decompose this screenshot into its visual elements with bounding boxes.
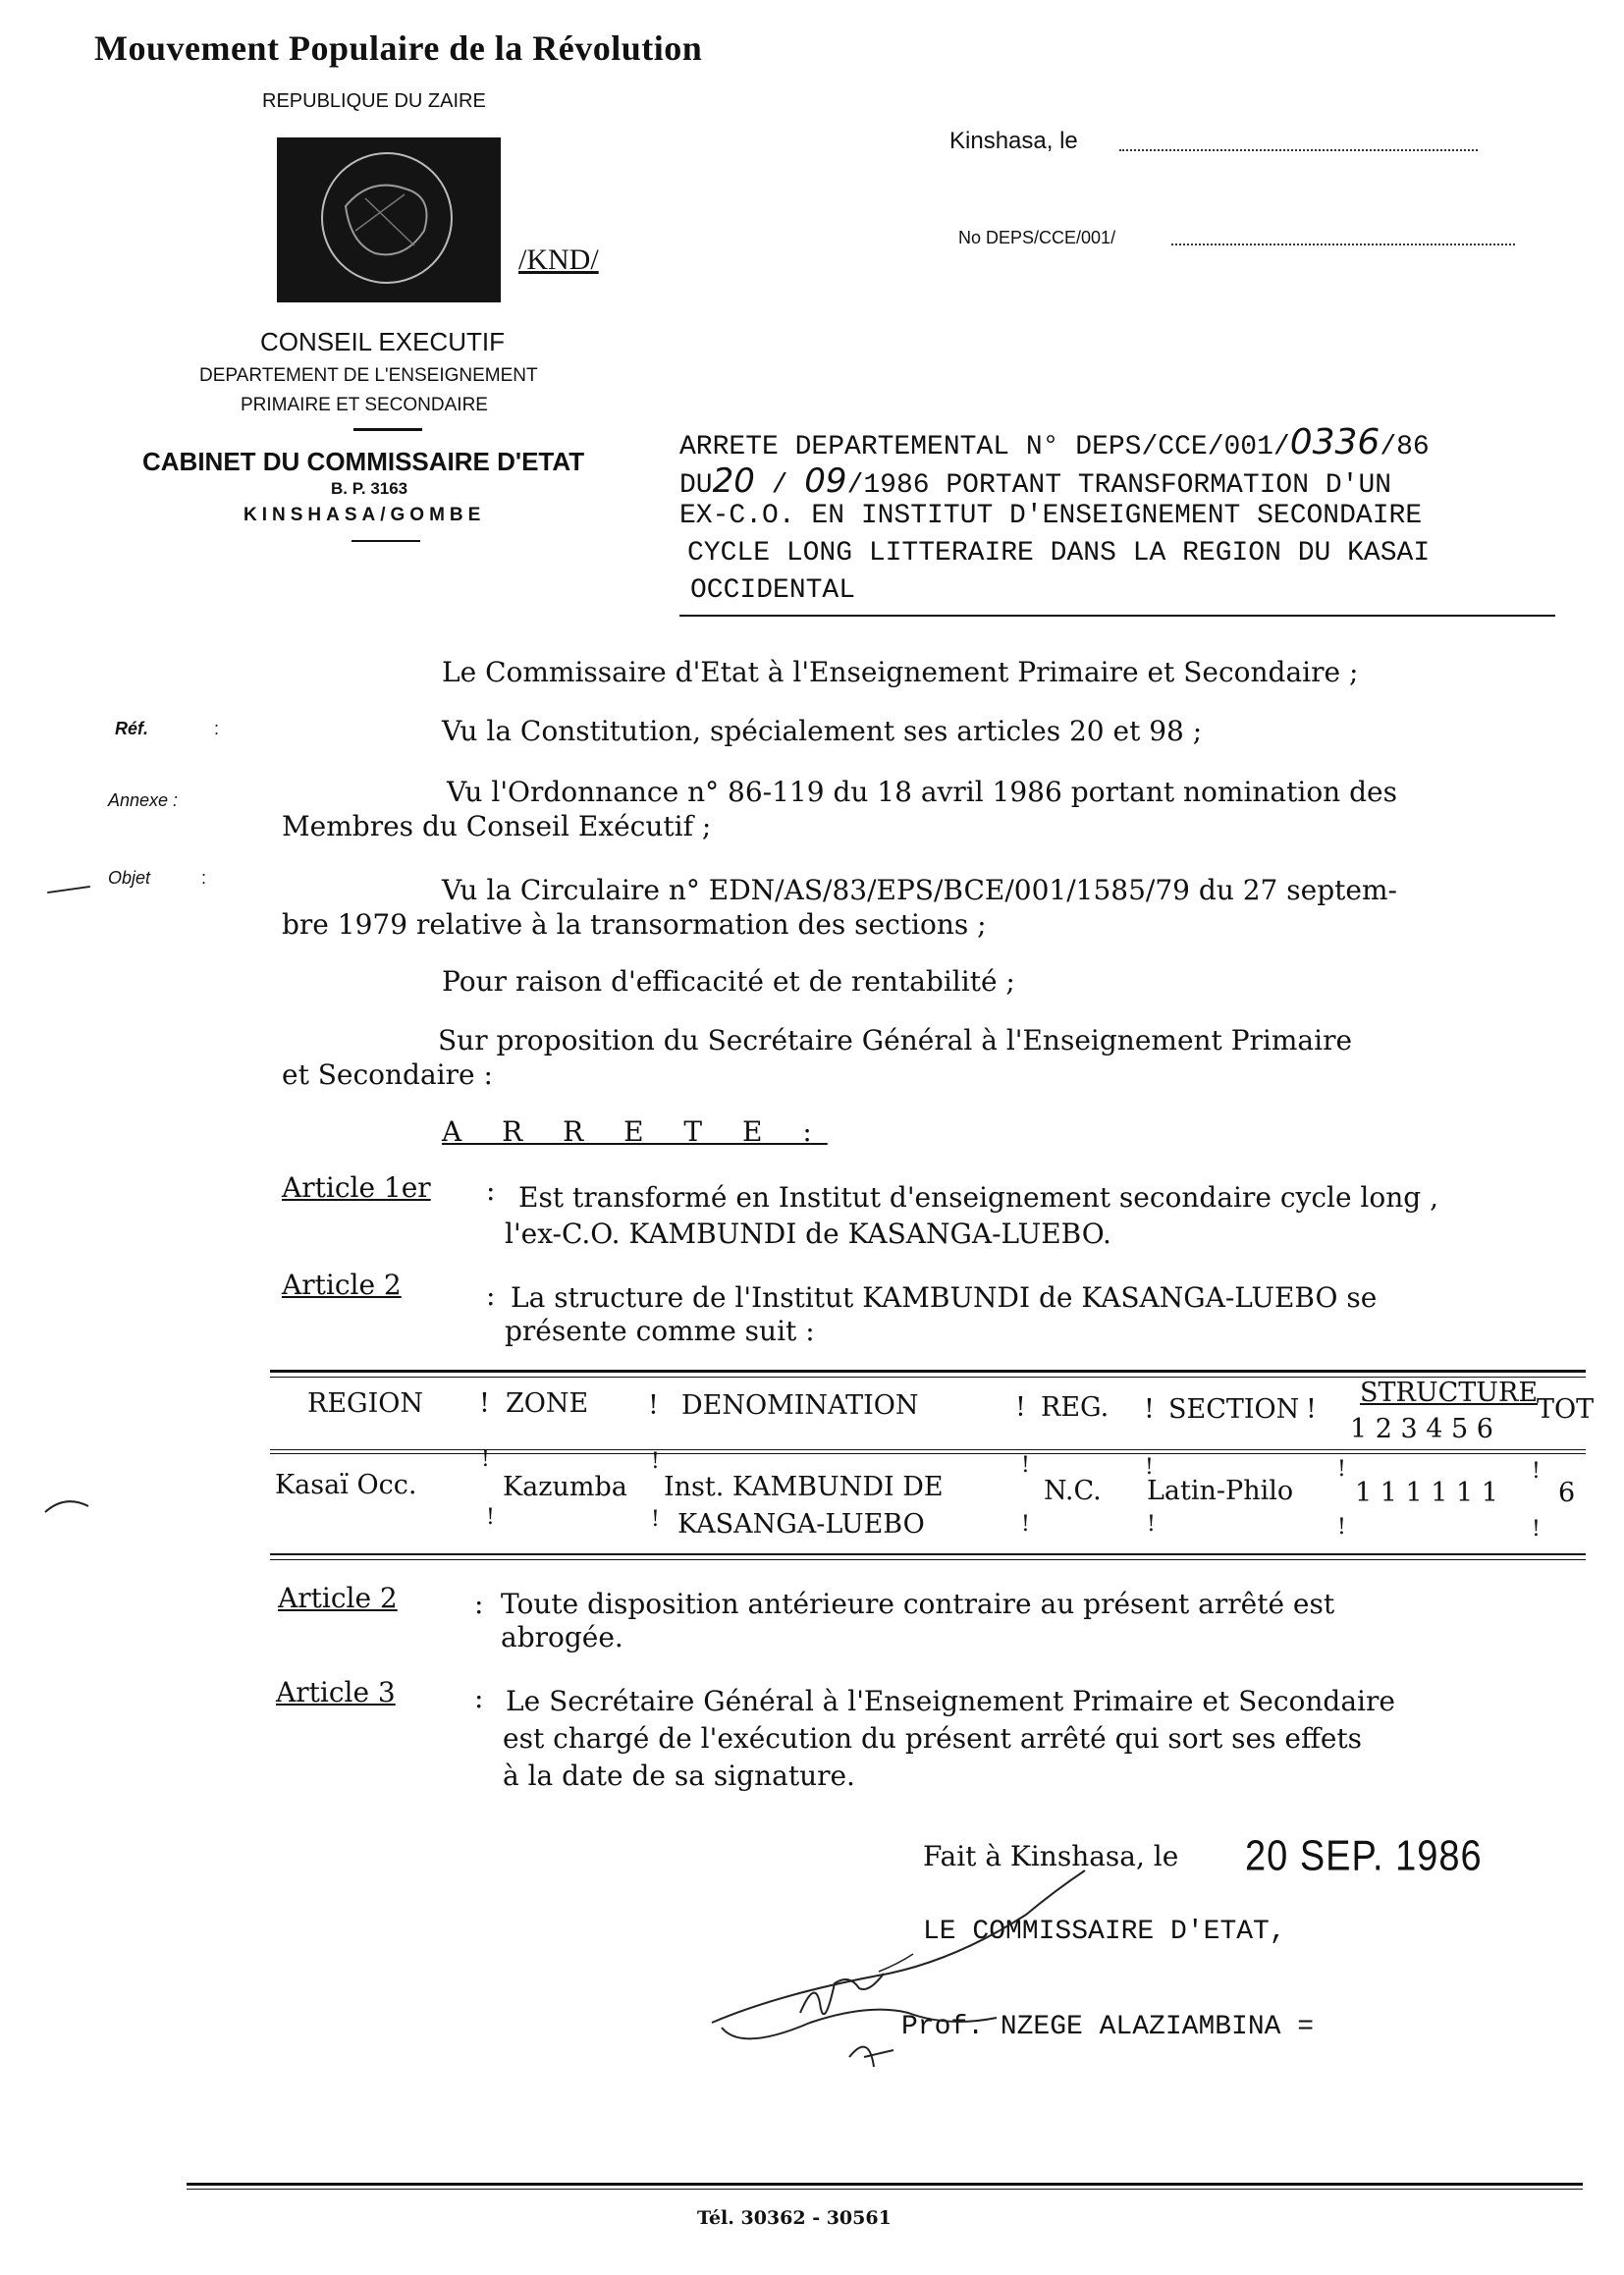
table-bottom-rule-2 — [270, 1559, 1586, 1560]
article-2-line-1: La structure de l'Institut KAMBUNDI de KASANGA-LUEBO se — [511, 1281, 1378, 1314]
table-header-structure: STRUCTURE — [1360, 1378, 1539, 1408]
date-stamp: 20 SEP. 1986 — [1245, 1832, 1483, 1881]
ref-code: /KND/ — [518, 244, 599, 276]
table-sep: ! — [1532, 1459, 1541, 1484]
table-cell-section: Latin-Philo — [1147, 1476, 1294, 1506]
republic-label: REPUBLIQUE DU ZAIRE — [262, 90, 486, 112]
article-2-line-2: présente comme suit : — [505, 1315, 815, 1347]
article-1-line-1: Est transformé en Institut d'enseignement secondaire cycle long , — [518, 1181, 1439, 1214]
table-cell-reg: N.C. — [1044, 1476, 1102, 1506]
table-cell-tot: 6 — [1558, 1478, 1576, 1508]
article-3-label: Article 3 — [276, 1676, 396, 1708]
table-top-rule — [270, 1370, 1586, 1373]
number-label: No DEPS/CCE/001/ — [958, 228, 1116, 247]
preamble-proposition-2: et Secondaire : — [282, 1058, 493, 1091]
article-1-colon: : — [486, 1174, 496, 1207]
title-line-3: EX-C.O. EN INSTITUT D'ENSEIGNEMENT SECONDAIRE — [679, 501, 1423, 531]
table-cell-denomination-1: Inst. KAMBUNDI DE — [664, 1472, 944, 1502]
article-3-line-1: Le Secrétaire Général à l'Enseignement Primaire et Secondaire — [506, 1685, 1395, 1717]
movement-title: Mouvement Populaire de la Révolution — [94, 28, 703, 68]
table-header-denomination: DENOMINATION — [681, 1390, 919, 1421]
preamble-commissioner: Le Commissaire d'Etat à l'Enseignement Primaire et Secondaire ; — [442, 656, 1359, 688]
table-sep: ! — [1337, 1515, 1346, 1540]
emblem-seal — [277, 137, 501, 302]
date-dotted-line — [1119, 149, 1478, 151]
preamble-ordonnance-2: Membres du Conseil Exécutif ; — [282, 810, 712, 842]
table-header-region: REGION — [307, 1388, 424, 1419]
title-sep: / — [754, 470, 805, 501]
margin-ref-label: Réf. — [115, 719, 149, 738]
table-header-tot: TOT — [1537, 1394, 1595, 1425]
table-sep: ! — [1144, 1394, 1155, 1425]
article-1-line-2: l'ex-C.O. KAMBUNDI de KASANGA-LUEBO. — [505, 1218, 1111, 1250]
preamble-efficacite: Pour raison d'efficacité et de rentabilité ; — [442, 965, 1015, 998]
table-header-rule-2 — [270, 1453, 1586, 1454]
table-header-rule — [270, 1449, 1586, 1450]
margin-annexe-label: Annexe : — [108, 790, 179, 810]
table-sep: ! — [651, 1449, 660, 1474]
arrete-heading: A R R E T E : — [442, 1115, 828, 1148]
place-date-label: Kinshasa, le — [949, 128, 1078, 154]
emblem-icon — [277, 137, 501, 302]
table-sep: ! — [486, 1505, 495, 1530]
title-day-handwritten: 20 — [712, 461, 755, 501]
table-sep: ! — [1021, 1453, 1030, 1478]
article-2-label: Article 2 — [282, 1269, 402, 1301]
signatory-title: LE COMMISSAIRE D'ETAT, — [923, 1917, 1286, 1947]
article-2b-label: Article 2 — [278, 1582, 398, 1614]
signatory-suffix: = — [1297, 2012, 1315, 2042]
title-line-1 — [679, 422, 1430, 462]
table-bottom-rule — [270, 1553, 1586, 1555]
city-label: KINSHASA/GOMBE — [244, 505, 486, 525]
table-sep: ! — [479, 1388, 490, 1419]
done-at-label: Fait à Kinshasa, le — [923, 1840, 1179, 1872]
title-line-2-suffix: /1986 PORTANT TRANSFORMATION D'UN — [846, 470, 1392, 501]
table-sep: ! — [648, 1390, 659, 1421]
cabinet-label: CABINET DU COMMISSAIRE D'ETAT — [142, 447, 585, 476]
table-cell-zone: Kazumba — [503, 1472, 627, 1502]
table-sep: ! — [1306, 1394, 1317, 1425]
article-2b-line-2: abrogée. — [501, 1621, 623, 1653]
title-line-1-suffix: /86 — [1380, 432, 1430, 462]
department-line-2: PRIMAIRE ET SECONDAIRE — [241, 395, 488, 415]
title-underline — [679, 615, 1555, 617]
title-month-handwritten: 09 — [804, 461, 847, 501]
divider-short — [353, 428, 422, 431]
margin-dash — [47, 886, 90, 894]
article-1-label: Article 1er — [282, 1171, 431, 1204]
margin-objet-label: Objet — [108, 868, 151, 888]
title-line-2 — [679, 461, 1391, 501]
table-sep: ! — [1145, 1455, 1154, 1480]
title-line-5: OCCIDENTAL — [690, 575, 856, 606]
article-2b-line-1: Toute disposition antérieure contraire au présent arrêté est — [501, 1588, 1335, 1620]
table-sep: ! — [1337, 1457, 1346, 1482]
preamble-constitution: Vu la Constitution, spécialement ses articles 20 et 98 ; — [442, 715, 1203, 747]
number-dotted-line — [1171, 244, 1515, 245]
table-sep: ! — [651, 1507, 660, 1532]
table-sep: ! — [481, 1447, 490, 1472]
title-line-4: CYCLE LONG LITTERAIRE DANS LA REGION DU KASAI — [687, 538, 1431, 569]
preamble-ordonnance-1: Vu l'Ordonnance n° 86-119 du 18 avril 1986 portant nomination des — [447, 776, 1397, 808]
article-2-colon: : — [486, 1279, 496, 1312]
footer-rule-2 — [187, 2189, 1583, 2190]
table-header-reg: REG. — [1041, 1392, 1110, 1423]
table-sep: ! — [1532, 1517, 1541, 1542]
divider-city — [352, 540, 420, 542]
article-3-colon: : — [474, 1682, 484, 1714]
article-3-line-3: à la date de sa signature. — [503, 1760, 855, 1792]
margin-ref-colon: : — [214, 719, 220, 738]
margin-mark-icon — [43, 1492, 92, 1516]
table-sep: ! — [1147, 1512, 1156, 1537]
title-number-handwritten: 0336 — [1289, 422, 1380, 462]
handwritten-signature — [702, 1856, 1114, 2101]
table-sep: ! — [1021, 1512, 1030, 1537]
table-cell-structure: 1 1 1 1 1 1 — [1355, 1478, 1498, 1508]
table-cell-region: Kasaï Occ. — [275, 1470, 417, 1500]
preamble-circulaire-2: bre 1979 relative à la transormation des sections ; — [282, 908, 987, 941]
council-label: CONSEIL EXECUTIF — [260, 327, 505, 356]
article-3-line-2: est chargé de l'exécution du présent arrêté qui sort ses effets — [503, 1722, 1363, 1755]
margin-objet-colon: : — [201, 868, 207, 888]
bp-label: B. P. 3163 — [331, 479, 408, 498]
article-2b-colon: : — [474, 1588, 484, 1620]
table-sep: ! — [1015, 1392, 1026, 1423]
table-cell-denomination-2: KASANGA-LUEBO — [677, 1509, 925, 1540]
department-line-1: DEPARTEMENT DE L'ENSEIGNEMENT — [199, 365, 538, 386]
footer-rule — [187, 2183, 1583, 2186]
table-header-structure-years: 1 2 3 4 5 6 — [1350, 1414, 1493, 1444]
title-du: DU — [679, 470, 713, 501]
preamble-circulaire-1: Vu la Circulaire n° EDN/AS/83/EPS/BCE/001/1585/79 du 27 septem- — [442, 874, 1397, 906]
table-header-section: SECTION — [1168, 1394, 1300, 1425]
title-line-1-prefix: ARRETE DEPARTEMENTAL N° DEPS/CCE/001/ — [679, 432, 1290, 462]
footer-telephone: Tél. 30362 - 30561 — [697, 2207, 892, 2229]
signatory-name-text: Prof. NZEGE ALAZIAMBINA — [901, 2012, 1281, 2042]
table-header-zone: ZONE — [506, 1388, 589, 1419]
preamble-proposition-1: Sur proposition du Secrétaire Général à l'Enseignement Primaire — [438, 1024, 1353, 1056]
